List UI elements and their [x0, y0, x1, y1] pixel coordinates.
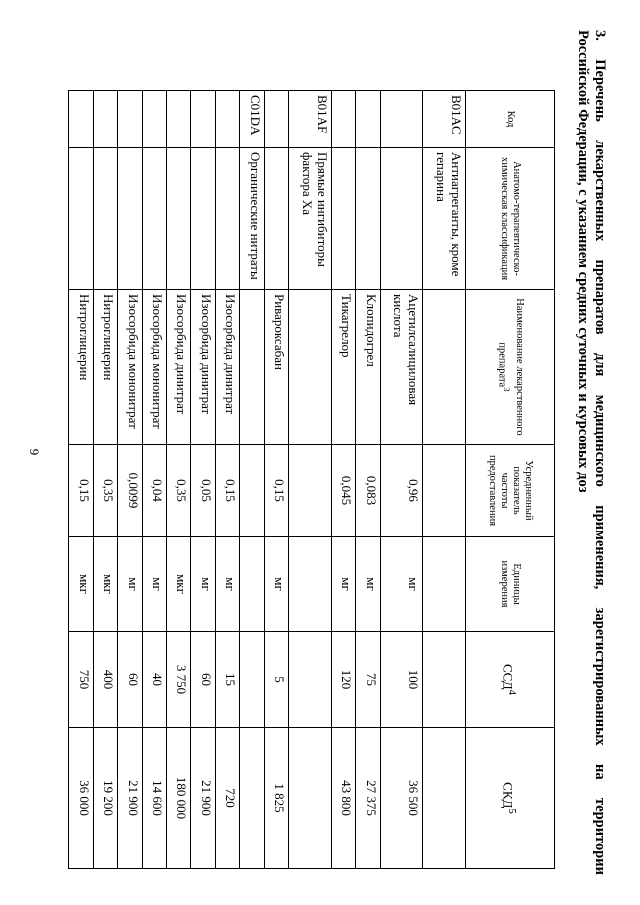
cell-daily-dose: 120 [331, 632, 355, 728]
cell-units: мг [215, 537, 239, 632]
section-heading [574, 30, 608, 875]
cell-code [331, 91, 355, 148]
cell-units [423, 537, 466, 632]
cell-code [356, 91, 380, 148]
table-row [240, 91, 264, 869]
cell-atc-classification: Органические нитраты [240, 148, 264, 290]
cell-daily-dose: 750 [69, 632, 94, 728]
cell-course-dose: 21 900 [118, 728, 142, 869]
cell-course-dose: 36 000 [69, 728, 94, 869]
cell-frequency: 0,083 [356, 445, 380, 537]
cell-atc-classification: Антиагреганты, кроме гепарина [423, 148, 466, 290]
cell-drug-name [423, 290, 466, 445]
cell-daily-dose: 60 [118, 632, 142, 728]
cell-atc-classification [215, 148, 239, 290]
rotated-page-content [48, 30, 608, 875]
table-row [331, 91, 355, 869]
cell-daily-dose: 400 [93, 632, 117, 728]
table-header-row [466, 91, 555, 869]
cell-units: мг [264, 537, 288, 632]
cell-drug-name: Ацетилсалициловая кислота [380, 290, 423, 445]
cell-daily-dose: 5 [264, 632, 288, 728]
cell-drug-name: Тикагрелор [331, 290, 355, 445]
cell-atc-classification [93, 148, 117, 290]
cell-course-dose: 21 900 [191, 728, 215, 869]
cell-frequency [289, 445, 332, 537]
table-row [423, 91, 466, 869]
cell-course-dose: 36 500 [380, 728, 423, 869]
cell-daily-dose [240, 632, 264, 728]
table-row [356, 91, 380, 869]
cell-code [215, 91, 239, 148]
cell-frequency: 0,045 [331, 445, 355, 537]
table-row [118, 91, 142, 869]
cell-course-dose: 43 800 [331, 728, 355, 869]
drug-dosage-table [68, 90, 555, 869]
cell-atc-classification [331, 148, 355, 290]
cell-frequency: 0,15 [69, 445, 94, 537]
cell-course-dose: 14 600 [142, 728, 166, 869]
cell-course-dose: 27 375 [356, 728, 380, 869]
table-row [215, 91, 239, 869]
cell-units: мг [331, 537, 355, 632]
cell-course-dose [423, 728, 466, 869]
cell-frequency: 0,35 [93, 445, 117, 537]
cell-drug-name: Изосорбида мононитрат [142, 290, 166, 445]
cell-frequency [240, 445, 264, 537]
cell-units: мкг [167, 537, 191, 632]
table-row [93, 91, 117, 869]
heading-line-1: 3. Перечень лекарственных препаратов для медицинского применения, зарегистрированных на территории [592, 30, 608, 875]
cell-course-dose: 720 [215, 728, 239, 869]
cell-drug-name: Изосорбида динитрат [167, 290, 191, 445]
cell-units [240, 537, 264, 632]
cell-frequency: 0,15 [215, 445, 239, 537]
cell-atc-classification [264, 148, 288, 290]
cell-code [380, 91, 423, 148]
cell-daily-dose [289, 632, 332, 728]
cell-daily-dose: 100 [380, 632, 423, 728]
page-number: 9 [27, 448, 42, 456]
header-frequency: Усредненный показатель частоты предоставления [466, 445, 555, 537]
header-atc-classification: Анатомо-терапевтическо-химическая классификация [466, 148, 555, 290]
cell-code [118, 91, 142, 148]
cell-atc-classification [142, 148, 166, 290]
cell-drug-name: Ривароксабан [264, 290, 288, 445]
cell-code: C01DA [240, 91, 264, 148]
heading-line-2: Российской Федерации, с указанием средних суточных и курсовых доз [575, 30, 591, 493]
cell-code: B01AC [423, 91, 466, 148]
cell-units: мг [356, 537, 380, 632]
header-daily-dose: ССД$^4$ [466, 632, 555, 728]
cell-atc-classification [380, 148, 423, 290]
table-row [69, 91, 94, 869]
cell-atc-classification [69, 148, 94, 290]
table-row [142, 91, 166, 869]
cell-code [142, 91, 166, 148]
cell-drug-name: Изосорбида динитрат [215, 290, 239, 445]
cell-daily-dose: 3 750 [167, 632, 191, 728]
cell-frequency: 0,05 [191, 445, 215, 537]
cell-daily-dose: 60 [191, 632, 215, 728]
cell-code: B01AF [289, 91, 332, 148]
table-body [69, 91, 466, 869]
cell-units: мг [380, 537, 423, 632]
table-row [191, 91, 215, 869]
cell-course-dose: 180 000 [167, 728, 191, 869]
cell-code [167, 91, 191, 148]
cell-frequency: 0,0099 [118, 445, 142, 537]
header-code: Код [466, 91, 555, 148]
cell-code [93, 91, 117, 148]
cell-daily-dose: 75 [356, 632, 380, 728]
cell-code [264, 91, 288, 148]
cell-frequency: 0,35 [167, 445, 191, 537]
cell-atc-classification: Прямые ингибиторы фактора Xa [289, 148, 332, 290]
cell-units: мкг [93, 537, 117, 632]
cell-drug-name [240, 290, 264, 445]
cell-units: мкг [69, 537, 94, 632]
cell-units: мг [142, 537, 166, 632]
cell-units: мг [118, 537, 142, 632]
cell-code [191, 91, 215, 148]
cell-frequency: 0,96 [380, 445, 423, 537]
cell-frequency [423, 445, 466, 537]
cell-drug-name [289, 290, 332, 445]
header-course-dose: СКД$^5$ [466, 728, 555, 869]
cell-drug-name: Клопидогрел [356, 290, 380, 445]
cell-drug-name: Изосорбида мононитрат [118, 290, 142, 445]
table-row [264, 91, 288, 869]
cell-units [289, 537, 332, 632]
cell-frequency: 0,04 [142, 445, 166, 537]
cell-daily-dose: 40 [142, 632, 166, 728]
cell-code [69, 91, 94, 148]
cell-course-dose [289, 728, 332, 869]
cell-atc-classification [191, 148, 215, 290]
header-drug-name: Наименование лекарственного препарата$^3$ [466, 290, 555, 445]
cell-atc-classification [356, 148, 380, 290]
table-row [289, 91, 332, 869]
table-row [167, 91, 191, 869]
cell-course-dose [240, 728, 264, 869]
header-units: Единицы измерения [466, 537, 555, 632]
cell-atc-classification [167, 148, 191, 290]
cell-course-dose: 19 200 [93, 728, 117, 869]
cell-daily-dose [423, 632, 466, 728]
cell-atc-classification [118, 148, 142, 290]
cell-drug-name: Нитроглицерин [69, 290, 94, 445]
cell-daily-dose: 15 [215, 632, 239, 728]
cell-course-dose: 1 825 [264, 728, 288, 869]
cell-drug-name: Изосорбида динитрат [191, 290, 215, 445]
cell-frequency: 0,15 [264, 445, 288, 537]
cell-drug-name: Нитроглицерин [93, 290, 117, 445]
table-row [380, 91, 423, 869]
cell-units: мг [191, 537, 215, 632]
